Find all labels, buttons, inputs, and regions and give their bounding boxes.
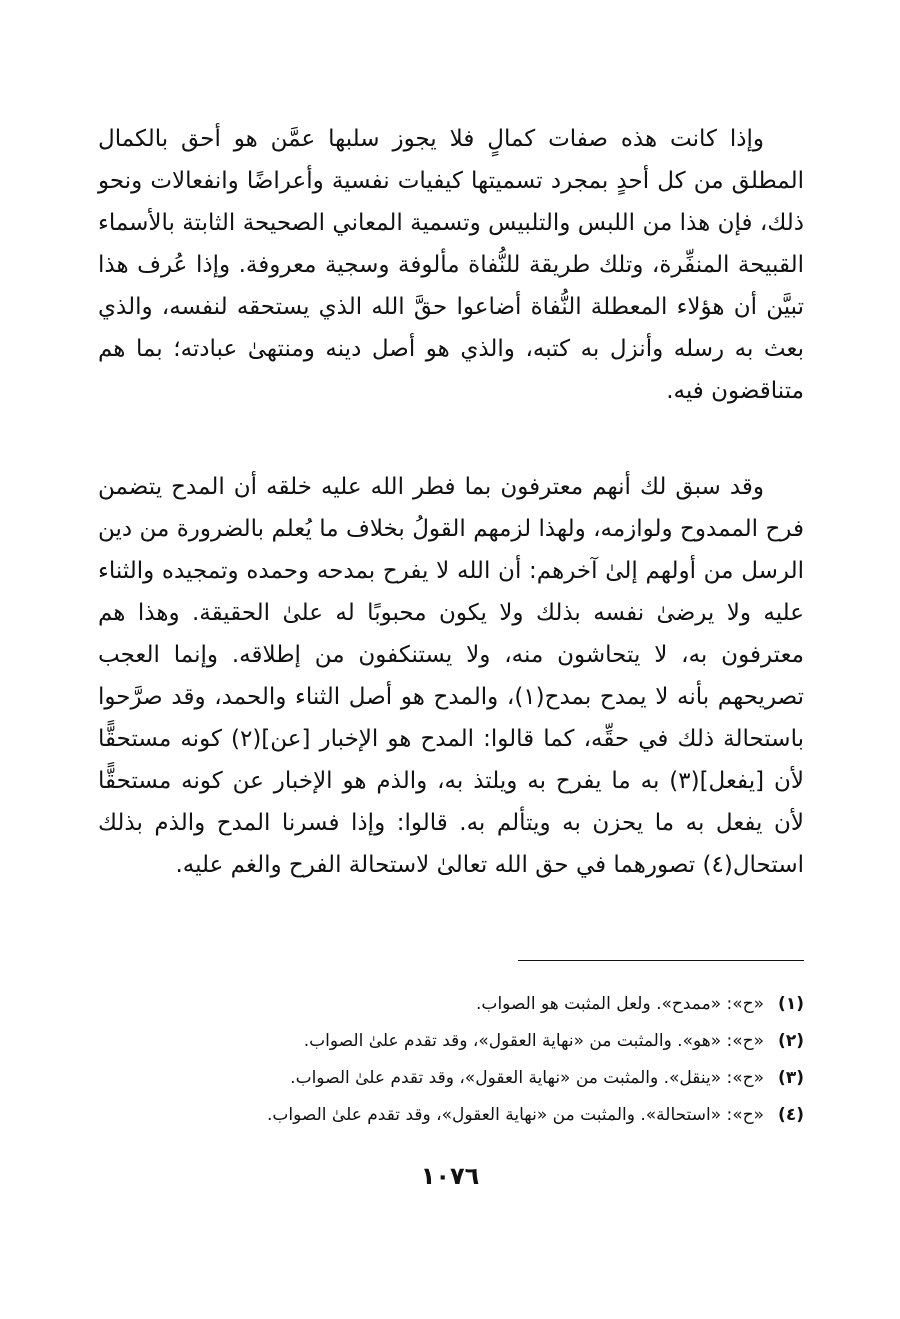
footnote-text: «ح»: «هو». والمثبت من «نهاية العقول»، وقد تقدم علىٰ الصواب.: [303, 1031, 765, 1051]
footnote-text: «ح»: «ممدح». ولعل المثبت هو الصواب.: [476, 994, 765, 1014]
page-number: ١٠٧٦: [420, 1162, 480, 1190]
footnote-item: [98, 1097, 804, 1134]
body-paragraph-1: وإذا كانت هذه صفات كمالٍ فلا يجوز سلبها عمَّن هو أحق بالكمال المطلق من كل أحدٍ بمجرد تسميتها كيفيات نفسية وأعراضًا وانفعالات ونحو ذلك، فإن هذا من اللبس والتلبيس وتسمية المعاني الصحيحة الثابتة بالأسماء القبيحة المنفِّرة، وتلك طريقة للنُّفاة مألوفة وسجية معروفة. وإذا عُرف هذا تبيَّن أن هؤلاء المعطلة النُّفاة أضاعوا حقَّ الله الذي يستحقه لنفسه، والذي بعث به رسله وأنزل به كتبه، والذي هو أصل دينه ومنتهىٰ عبادته؛ بما هم متناقضون فيه.: [98, 126, 804, 404]
footnote-text: «ح»: «ينقل». والمثبت من «نهاية العقول»، وقد تقدم علىٰ الصواب.: [290, 1068, 765, 1088]
body-paragraph-2: وقد سبق لك أنهم معترفون بما فطر الله عليه خلقه أن المدح يتضمن فرح الممدوح ولوازمه، ولهذا لزمهم القولُ بخلاف ما يُعلم بالضرورة من دين الرسل من أولهم إلىٰ آخرهم: أن الله لا يفرح بمدحه وحمده وتمجيده والثناء عليه ولا يرضىٰ نفسه بذلك ولا يكون محبوبًا له علىٰ الحقيقة. وهذا هم معترفون به، لا يتحاشون منه، ولا يستنكفون من إطلاقه. وإنما العجب تصريحهم بأنه لا يمدح بمدح(١)، والمدح هو أصل الثناء والحمد، وقد صرَّحوا باستحالة ذلك في حقِّه، كما قالوا: المدح هو الإخبار [عن](٢) كونه مستحقًّا لأن [يفعل](٣) به ما يفرح به ويلتذ به، والذم هو الإخبار عن كونه مستحقًّا لأن يفعل به ما يحزن به ويتألم به. قالوا: وإذا فسرنا المدح والذم بذلك استحال(٤) تصورهما في حق الله تعالىٰ لاستحالة الفرح والغم عليه.: [98, 474, 804, 878]
footnote-number: (٢): [778, 1031, 804, 1051]
footnote-item: [98, 1060, 804, 1097]
footnote-number: (١): [778, 994, 804, 1014]
footnote-separator: [518, 960, 804, 961]
footnote-number: (٤): [778, 1105, 804, 1125]
footnote-text: «ح»: «استحالة». والمثبت من «نهاية العقول»، وقد تقدم علىٰ الصواب.: [266, 1105, 765, 1125]
footnote-item: [98, 1023, 804, 1060]
footnotes-list: [98, 986, 804, 1134]
footnote-item: [98, 986, 804, 1023]
footnote-number: (٣): [778, 1068, 804, 1088]
